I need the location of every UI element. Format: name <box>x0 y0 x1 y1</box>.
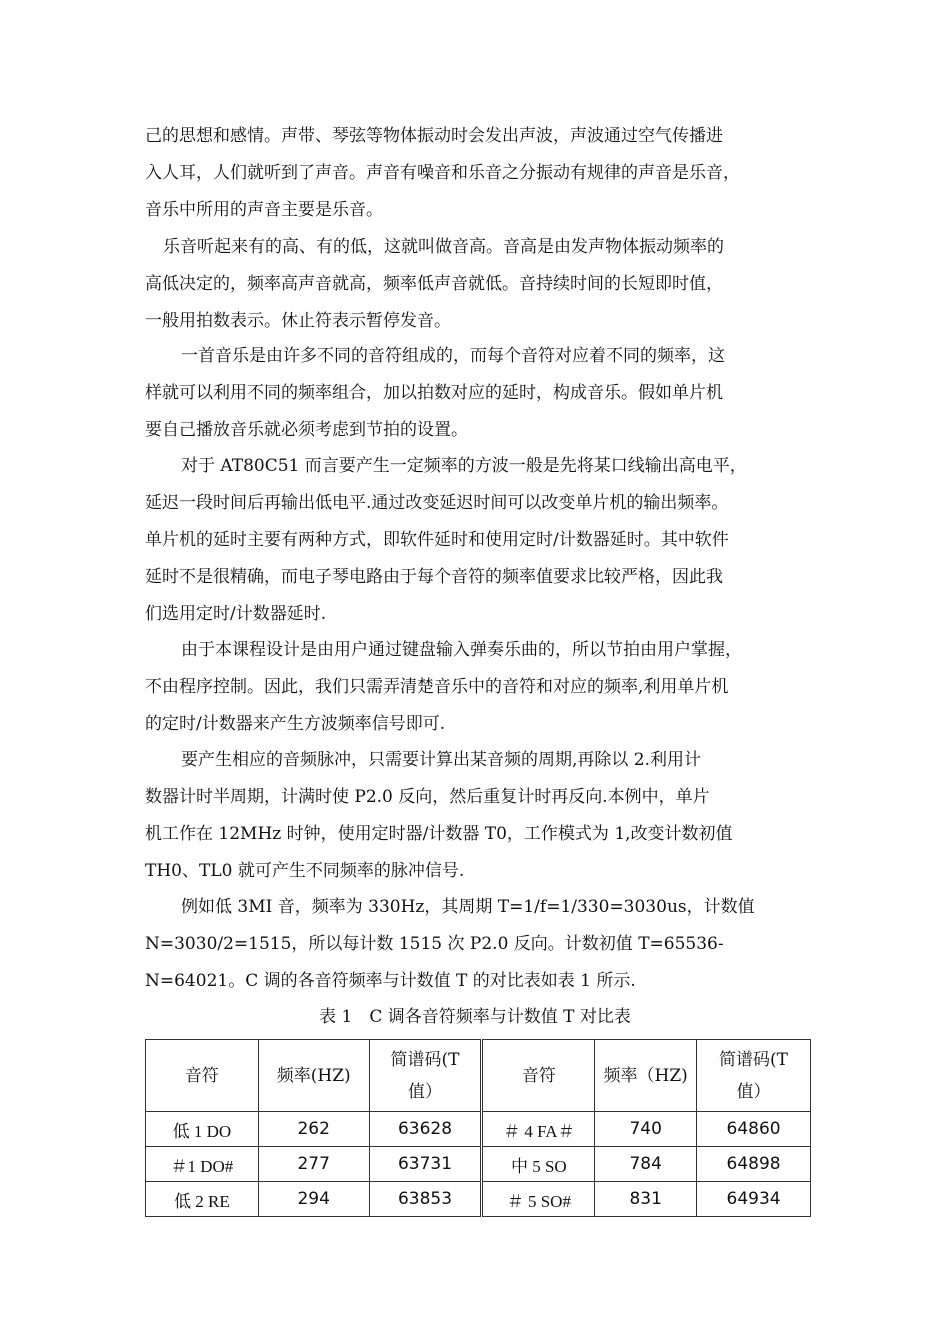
table-row <box>146 1147 811 1182</box>
paragraph-3 <box>145 338 810 449</box>
frequency-cell: 294 <box>258 1182 369 1217</box>
text-line: 机工作在 12MHz 时钟，使用定时器/计数器 T0，工作模式为 1,改变计数初值 <box>145 824 733 844</box>
header-cell: 频率(HZ) <box>258 1040 369 1112</box>
frequency-cell: 262 <box>258 1112 369 1147</box>
text-line: 一首音乐是由许多不同的音符组成的，而每个音符对应着不同的频率，这 <box>181 346 725 366</box>
text-line: 己的思想和感情。声带、琴弦等物体振动时会发出声波，声波通过空气传播进 <box>145 126 723 146</box>
paragraph-6 <box>145 742 810 890</box>
header-cell: 简谱码(T值） <box>697 1040 811 1112</box>
table-row <box>146 1182 811 1217</box>
code-cell: 64898 <box>697 1147 811 1182</box>
note-cell: 低 1 DO <box>146 1112 259 1147</box>
text-line: 乐音听起来有的高、有的低，这就叫做音高。音高是由发声物体振动频率的 <box>163 237 724 257</box>
text-line: TH0、TL0 就可产生不同频率的脉冲信号. <box>145 861 465 881</box>
code-cell: 64934 <box>697 1182 811 1217</box>
paragraph-4 <box>145 448 810 633</box>
paragraph-2 <box>145 229 810 340</box>
code-cell: 63628 <box>369 1112 482 1147</box>
note-cell: ＃ 5 SO# <box>482 1182 595 1217</box>
text-line: N=3030/2=1515，所以每计数 1515 次 P2.0 反向。计数初值 T=65536- <box>145 934 724 954</box>
text-line: 音乐中所用的声音主要是乐音。 <box>145 200 383 220</box>
text-line: 延迟一段时间后再输出低电平.通过改变延迟时间可以改变单片机的输出频率。 <box>145 493 729 513</box>
text-line: 高低决定的，频率高声音就高，频率低声音就低。音持续时间的长短即时值， <box>145 274 723 294</box>
text-line: 要自己播放音乐就必须考虑到节拍的设置。 <box>145 420 468 440</box>
paragraph-5 <box>145 632 810 743</box>
header-cell: 频率（HZ) <box>595 1040 697 1112</box>
frequency-table <box>145 1039 811 1217</box>
header-cell: 音符 <box>482 1040 595 1112</box>
text-line: 不由程序控制。因此，我们只需弄清楚音乐中的音符和对应的频率,利用单片机 <box>145 677 729 697</box>
note-cell: 低 2 RE <box>146 1182 259 1217</box>
frequency-cell: 277 <box>258 1147 369 1182</box>
text-line: 们选用定时/计数器延时. <box>145 604 327 624</box>
text-line: 一般用拍数表示。休止符表示暂停发音。 <box>145 311 451 331</box>
text-line: 对于 AT80C51 而言要产生一定频率的方波一般是先将某口线输出高电平， <box>181 456 747 476</box>
frequency-cell: 784 <box>595 1147 697 1182</box>
header-cell: 简谱码(T值） <box>369 1040 482 1112</box>
frequency-cell: 740 <box>595 1112 697 1147</box>
note-cell: ＃1 DO# <box>146 1147 259 1182</box>
paragraph-1 <box>145 118 810 229</box>
table-caption: 表 1 C 调各音符频率与计数值 T 对比表 <box>319 1007 631 1027</box>
paragraph-7 <box>145 889 810 1000</box>
code-cell: 64860 <box>697 1112 811 1147</box>
text-line: 由于本课程设计是由用户通过键盘输入弹奏乐曲的，所以节拍由用户掌握， <box>181 640 742 660</box>
note-cell: 中 5 SO <box>482 1147 595 1182</box>
header-cell: 音符 <box>146 1040 259 1112</box>
text-line: 单片机的延时主要有两种方式，即软件延时和使用定时/计数器延时。其中软件 <box>145 530 729 550</box>
text-line: 的定时/计数器来产生方波频率信号即可. <box>145 714 446 734</box>
table-row <box>146 1112 811 1147</box>
text-line: 延时不是很精确，而电子琴电路由于每个音符的频率值要求比较严格，因此我 <box>145 567 723 587</box>
code-cell: 63731 <box>369 1147 482 1182</box>
table-header-row <box>146 1040 811 1112</box>
frequency-cell: 831 <box>595 1182 697 1217</box>
text-line: 例如低 3MI 音，频率为 330Hz，其周期 T=1/f=1/330=3030us，计数值 <box>181 897 755 917</box>
text-line: 要产生相应的音频脉冲，只需要计算出某音频的周期,再除以 2.利用计 <box>181 750 702 770</box>
text-line: N=64021。C 调的各音符频率与计数值 T 的对比表如表 1 所示. <box>145 971 636 991</box>
text-line: 入人耳，人们就听到了声音。声音有噪音和乐音之分振动有规律的声音是乐音， <box>145 163 740 183</box>
text-line: 数器计时半周期，计满时使 P2.0 反向，然后重复计时再反向.本例中，单片 <box>145 787 710 807</box>
code-cell: 63853 <box>369 1182 482 1217</box>
text-line: 样就可以利用不同的频率组合，加以拍数对应的延时，构成音乐。假如单片机 <box>145 383 723 403</box>
note-cell: ＃ 4 FA＃ <box>482 1112 595 1147</box>
